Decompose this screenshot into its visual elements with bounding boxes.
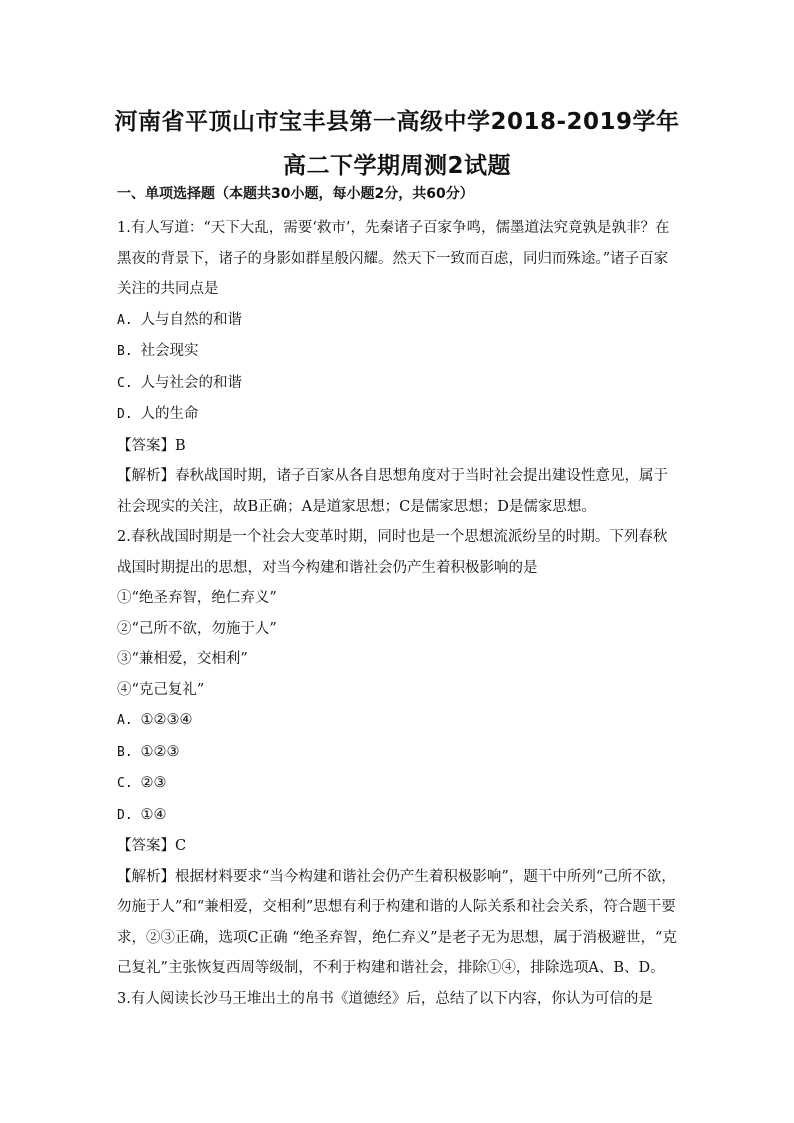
question-2-answer: 【答案】C [117, 838, 187, 854]
question-3-stem: 3.有人阅读长沙马王堆出土的帛书《道德经》后，总结了以下内容，你认为可信的是 [117, 990, 653, 1007]
question-2-option-c: C. ②③ [117, 775, 167, 791]
question-1-analysis: 【解析】春秋战国时期，诸子百家从各自思想角度对于当时社会提出建设性意见，属于社会现实的关注，故B正确；A是道家思想；C是儒家思想；D是儒家思想。 [117, 468, 668, 515]
section-heading: 一、单项选择题（本题共30小题，每小题2分，共60分） [117, 186, 474, 202]
question-2-option-b: B. ①②③ [117, 743, 180, 760]
question-1-option-b: B. 社会现实 [117, 343, 199, 359]
question-1-stem: 1.有人写道：“天下大乱，需要‘救市’，先秦诸子百家争鸣，儒墨道法究竟孰是孰非？在黑夜的背景下，诸子的身影如群星般闪耀。然天下一致而百虑，同归而殊途。”诸子百家关注的共同点是 [117, 220, 670, 297]
question-2-option-a: A. ①②③④ [117, 712, 193, 728]
question-2-item-3: ③“兼相爱，交相利” [117, 651, 248, 667]
question-2-item-1: ①“绝圣弃智，绝仁弃义” [117, 590, 277, 606]
question-2-analysis: 【解析】根据材料要求“当今构建和谐社会仍产生着积极影响”，题干中所列“己所不欲，勿施于人”和“兼相爱，交相利”思想有利于构建和谐的人际关系和社会关系，符合题干要求，②③正确，选项C正确 “绝圣弃智，绝仁弃义”是老子无为思想，属于消极避世，“克己复礼”主张恢复西周等级制，不利于构建和谐社会，排除①④，排除选项A、B、D。 [117, 868, 677, 976]
question-1-option-c: C. 人与社会的和谐 [117, 374, 242, 391]
question-2-item-2: ②“己所不欲，勿施于人” [117, 620, 277, 637]
question-1-option-a: A. 人与自然的和谐 [117, 311, 242, 328]
question-2-item-4: ④“克己复礼” [117, 681, 205, 698]
document-title-line2: 高二下学期周测2试题 [282, 153, 511, 179]
question-2-option-d: D. ①④ [117, 806, 167, 823]
question-1-answer: 【答案】B [117, 437, 186, 454]
question-1-option-d: D. 人的生命 [117, 406, 199, 422]
document-title-line1: 河南省平顶山市宝丰县第一高级中学2018-2019学年 [114, 109, 680, 135]
question-2-stem: 2.春秋战国时期是一个社会大变革时期，同时也是一个思想流派纷呈的时期。下列春秋战国时期提出的思想，对当今构建和谐社会仍产生着积极影响的是 [117, 529, 668, 576]
question-body [117, 213, 677, 1014]
